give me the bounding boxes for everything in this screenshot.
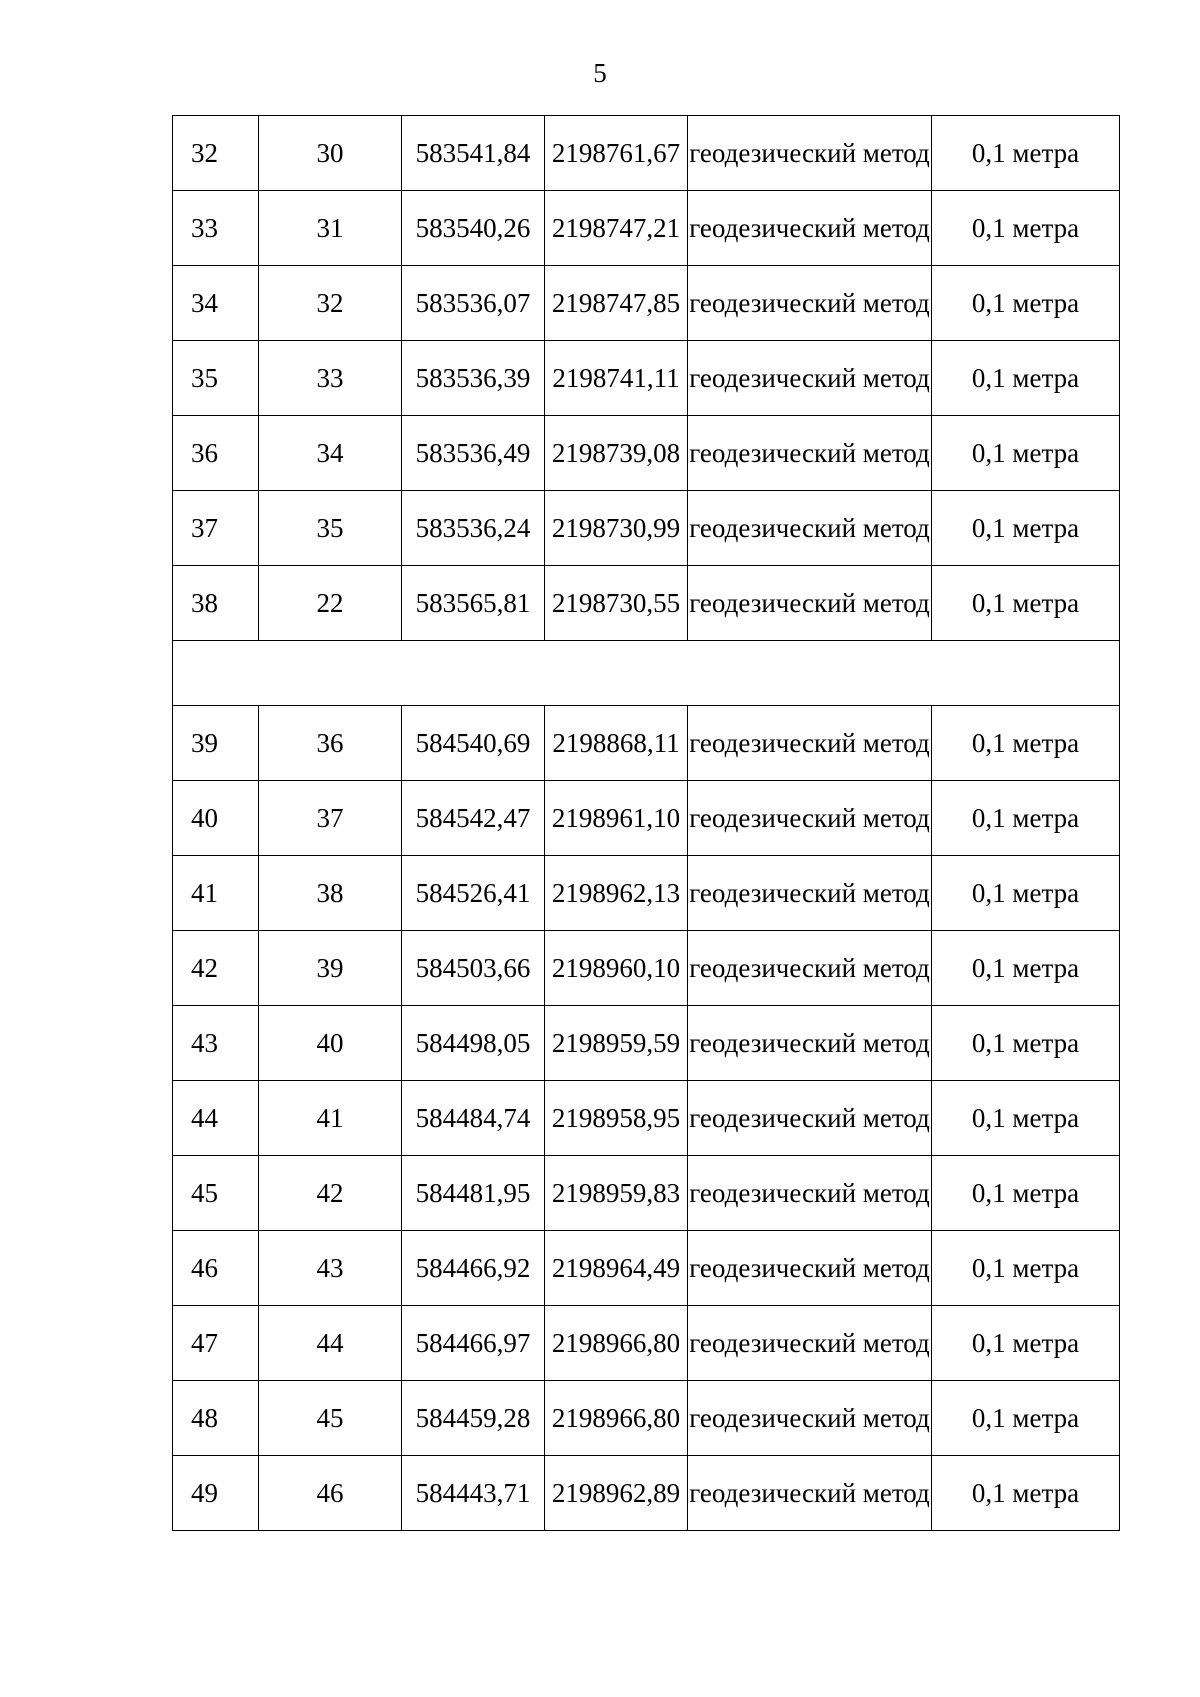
method-cell: геодезический метод bbox=[688, 266, 932, 341]
point-number-cell: 42 bbox=[259, 1156, 402, 1231]
table-row bbox=[173, 116, 1120, 191]
y-coordinate-cell: 2198966,80 bbox=[545, 1381, 688, 1456]
y-coordinate-cell: 2198960,10 bbox=[545, 931, 688, 1006]
y-coordinate-cell: 2198959,59 bbox=[545, 1006, 688, 1081]
table-section-top bbox=[173, 116, 1120, 641]
table-row bbox=[173, 1381, 1120, 1456]
accuracy-cell: 0,1 метра bbox=[932, 116, 1120, 191]
table-row bbox=[173, 491, 1120, 566]
y-coordinate-cell: 2198961,10 bbox=[545, 781, 688, 856]
point-number-cell: 34 bbox=[259, 416, 402, 491]
row-number-cell: 47 bbox=[173, 1306, 259, 1381]
accuracy-cell: 0,1 метра bbox=[932, 856, 1120, 931]
y-coordinate-cell: 2198747,85 bbox=[545, 266, 688, 341]
point-number-cell: 35 bbox=[259, 491, 402, 566]
table-row bbox=[173, 566, 1120, 641]
accuracy-cell: 0,1 метра bbox=[932, 1081, 1120, 1156]
accuracy-cell: 0,1 метра bbox=[932, 1156, 1120, 1231]
x-coordinate-cell: 584540,69 bbox=[402, 706, 545, 781]
accuracy-cell: 0,1 метра bbox=[932, 1381, 1120, 1456]
method-cell: геодезический метод bbox=[688, 781, 932, 856]
accuracy-cell: 0,1 метра bbox=[932, 931, 1120, 1006]
y-coordinate-cell: 2198958,95 bbox=[545, 1081, 688, 1156]
separator-cell bbox=[173, 641, 1120, 706]
x-coordinate-cell: 584526,41 bbox=[402, 856, 545, 931]
y-coordinate-cell: 2198741,11 bbox=[545, 341, 688, 416]
method-cell: геодезический метод bbox=[688, 1456, 932, 1531]
method-cell: геодезический метод bbox=[688, 1081, 932, 1156]
x-coordinate-cell: 584484,74 bbox=[402, 1081, 545, 1156]
method-cell: геодезический метод bbox=[688, 706, 932, 781]
row-number-cell: 38 bbox=[173, 566, 259, 641]
point-number-cell: 43 bbox=[259, 1231, 402, 1306]
accuracy-cell: 0,1 метра bbox=[932, 491, 1120, 566]
point-number-cell: 38 bbox=[259, 856, 402, 931]
method-cell: геодезический метод bbox=[688, 1006, 932, 1081]
table-row bbox=[173, 416, 1120, 491]
point-number-cell: 36 bbox=[259, 706, 402, 781]
table-row bbox=[173, 1456, 1120, 1531]
row-number-cell: 39 bbox=[173, 706, 259, 781]
table-row bbox=[173, 266, 1120, 341]
accuracy-cell: 0,1 метра bbox=[932, 1456, 1120, 1531]
x-coordinate-cell: 584459,28 bbox=[402, 1381, 545, 1456]
row-number-cell: 32 bbox=[173, 116, 259, 191]
row-number-cell: 36 bbox=[173, 416, 259, 491]
table-row bbox=[173, 1306, 1120, 1381]
method-cell: геодезический метод bbox=[688, 191, 932, 266]
point-number-cell: 41 bbox=[259, 1081, 402, 1156]
method-cell: геодезический метод bbox=[688, 116, 932, 191]
y-coordinate-cell: 2198868,11 bbox=[545, 706, 688, 781]
accuracy-cell: 0,1 метра bbox=[932, 781, 1120, 856]
x-coordinate-cell: 584542,47 bbox=[402, 781, 545, 856]
x-coordinate-cell: 584443,71 bbox=[402, 1456, 545, 1531]
row-number-cell: 41 bbox=[173, 856, 259, 931]
table-row bbox=[173, 856, 1120, 931]
method-cell: геодезический метод bbox=[688, 856, 932, 931]
y-coordinate-cell: 2198966,80 bbox=[545, 1306, 688, 1381]
row-number-cell: 42 bbox=[173, 931, 259, 1006]
x-coordinate-cell: 584503,66 bbox=[402, 931, 545, 1006]
x-coordinate-cell: 583565,81 bbox=[402, 566, 545, 641]
table-section-bottom bbox=[173, 706, 1120, 1531]
y-coordinate-cell: 2198739,08 bbox=[545, 416, 688, 491]
row-number-cell: 40 bbox=[173, 781, 259, 856]
table-separator-section bbox=[173, 641, 1120, 706]
point-number-cell: 44 bbox=[259, 1306, 402, 1381]
x-coordinate-cell: 584498,05 bbox=[402, 1006, 545, 1081]
method-cell: геодезический метод bbox=[688, 1306, 932, 1381]
method-cell: геодезический метод bbox=[688, 1156, 932, 1231]
x-coordinate-cell: 583536,24 bbox=[402, 491, 545, 566]
method-cell: геодезический метод bbox=[688, 931, 932, 1006]
y-coordinate-cell: 2198747,21 bbox=[545, 191, 688, 266]
y-coordinate-cell: 2198730,99 bbox=[545, 491, 688, 566]
row-number-cell: 43 bbox=[173, 1006, 259, 1081]
y-coordinate-cell: 2198959,83 bbox=[545, 1156, 688, 1231]
y-coordinate-cell: 2198962,89 bbox=[545, 1456, 688, 1531]
accuracy-cell: 0,1 метра bbox=[932, 1306, 1120, 1381]
x-coordinate-cell: 583536,39 bbox=[402, 341, 545, 416]
point-number-cell: 22 bbox=[259, 566, 402, 641]
table-row bbox=[173, 706, 1120, 781]
accuracy-cell: 0,1 метра bbox=[932, 1006, 1120, 1081]
accuracy-cell: 0,1 метра bbox=[932, 566, 1120, 641]
row-number-cell: 46 bbox=[173, 1231, 259, 1306]
table-row bbox=[173, 191, 1120, 266]
x-coordinate-cell: 584466,92 bbox=[402, 1231, 545, 1306]
accuracy-cell: 0,1 метра bbox=[932, 191, 1120, 266]
y-coordinate-cell: 2198761,67 bbox=[545, 116, 688, 191]
method-cell: геодезический метод bbox=[688, 1231, 932, 1306]
page-number: 5 bbox=[593, 58, 607, 88]
table-row bbox=[173, 1006, 1120, 1081]
point-number-cell: 32 bbox=[259, 266, 402, 341]
table-row bbox=[173, 1231, 1120, 1306]
method-cell: геодезический метод bbox=[688, 491, 932, 566]
point-number-cell: 33 bbox=[259, 341, 402, 416]
row-number-cell: 48 bbox=[173, 1381, 259, 1456]
y-coordinate-cell: 2198964,49 bbox=[545, 1231, 688, 1306]
point-number-cell: 37 bbox=[259, 781, 402, 856]
method-cell: геодезический метод bbox=[688, 341, 932, 416]
x-coordinate-cell: 583541,84 bbox=[402, 116, 545, 191]
method-cell: геодезический метод bbox=[688, 416, 932, 491]
accuracy-cell: 0,1 метра bbox=[932, 266, 1120, 341]
y-coordinate-cell: 2198730,55 bbox=[545, 566, 688, 641]
accuracy-cell: 0,1 метра bbox=[932, 706, 1120, 781]
point-number-cell: 45 bbox=[259, 1381, 402, 1456]
x-coordinate-cell: 583536,07 bbox=[402, 266, 545, 341]
accuracy-cell: 0,1 метра bbox=[932, 341, 1120, 416]
accuracy-cell: 0,1 метра bbox=[932, 1231, 1120, 1306]
x-coordinate-cell: 583536,49 bbox=[402, 416, 545, 491]
x-coordinate-cell: 584466,97 bbox=[402, 1306, 545, 1381]
row-number-cell: 45 bbox=[173, 1156, 259, 1231]
row-number-cell: 35 bbox=[173, 341, 259, 416]
point-number-cell: 39 bbox=[259, 931, 402, 1006]
row-number-cell: 49 bbox=[173, 1456, 259, 1531]
table-separator-row bbox=[173, 641, 1120, 706]
row-number-cell: 37 bbox=[173, 491, 259, 566]
method-cell: геодезический метод bbox=[688, 1381, 932, 1456]
x-coordinate-cell: 583540,26 bbox=[402, 191, 545, 266]
coordinates-table bbox=[172, 115, 1120, 1531]
point-number-cell: 40 bbox=[259, 1006, 402, 1081]
row-number-cell: 44 bbox=[173, 1081, 259, 1156]
table-row bbox=[173, 1156, 1120, 1231]
accuracy-cell: 0,1 метра bbox=[932, 416, 1120, 491]
table-row bbox=[173, 931, 1120, 1006]
table-row bbox=[173, 341, 1120, 416]
table-row bbox=[173, 1081, 1120, 1156]
method-cell: геодезический метод bbox=[688, 566, 932, 641]
table-row bbox=[173, 781, 1120, 856]
point-number-cell: 31 bbox=[259, 191, 402, 266]
row-number-cell: 34 bbox=[173, 266, 259, 341]
point-number-cell: 46 bbox=[259, 1456, 402, 1531]
point-number-cell: 30 bbox=[259, 116, 402, 191]
x-coordinate-cell: 584481,95 bbox=[402, 1156, 545, 1231]
y-coordinate-cell: 2198962,13 bbox=[545, 856, 688, 931]
row-number-cell: 33 bbox=[173, 191, 259, 266]
